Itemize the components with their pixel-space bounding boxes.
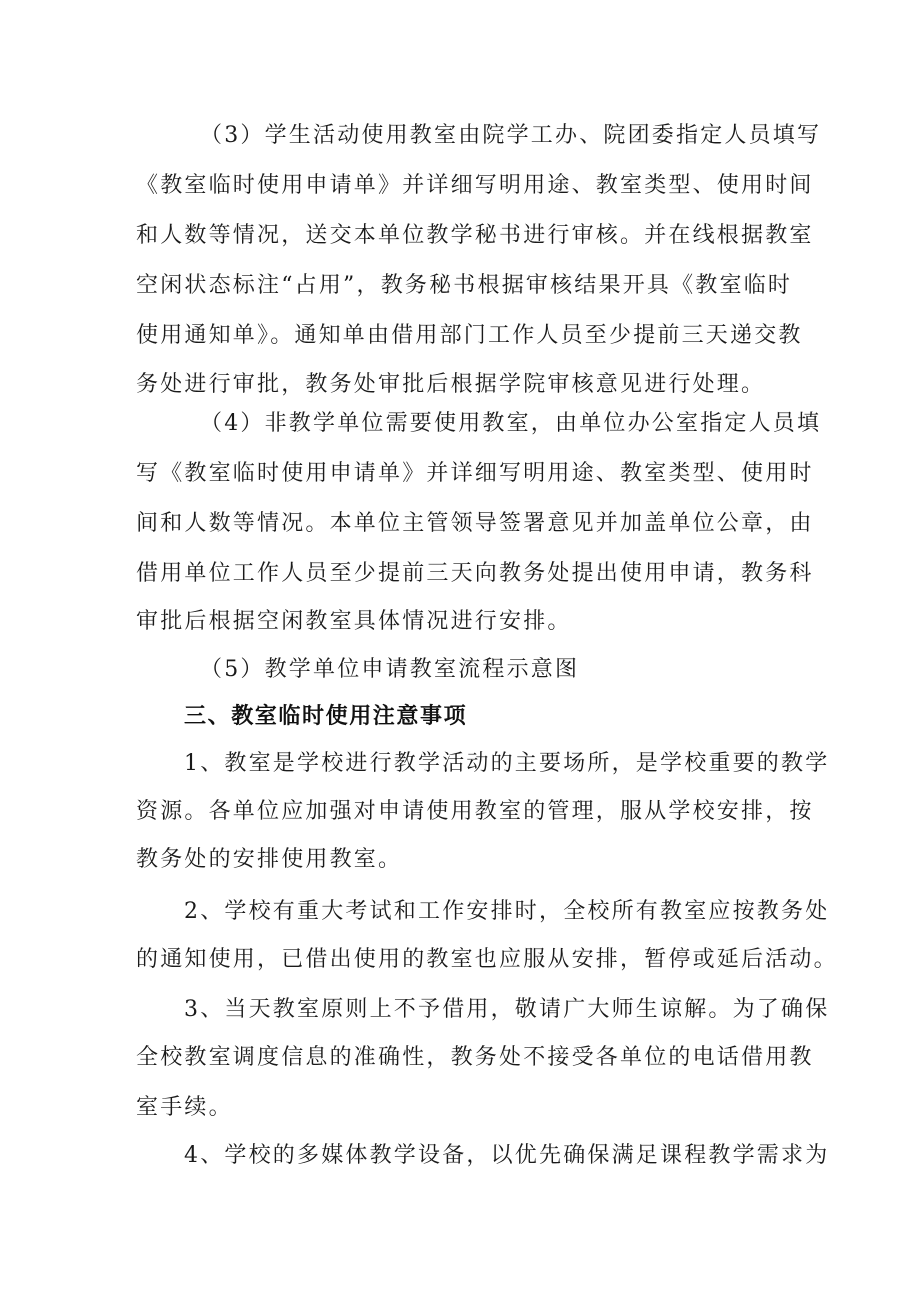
- item-3-line-3: 室手续。: [136, 1095, 233, 1120]
- item-2-line-1: 2、学校有重大考试和工作安排时，全校所有教室应按教务处: [184, 899, 830, 924]
- item-2-line-2: 的通知使用，已借出使用的教室也应服从安排，暂停或延后活动。: [136, 947, 838, 972]
- item-4-line-1: 4、学校的多媒体教学设备，以优先确保满足课程教学需求为: [184, 1143, 830, 1168]
- paragraph-4-line-3: 间和人数等情况。本单位主管领导签署意见并加盖单位公章，由: [136, 511, 814, 536]
- item-3-line-1: 3、当天教室原则上不予借用，敬请广大师生谅解。为了确保: [184, 997, 830, 1022]
- item-3-line-2: 全校教室调度信息的准确性，教务处不接受各单位的电话借用教: [136, 1045, 814, 1070]
- paragraph-3-line-2: 《教室临时使用申请单》并详细写明用途、教室类型、使用时间: [136, 173, 814, 198]
- paragraph-4-line-4: 借用单位工作人员至少提前三天向教务处提出使用申请，教务科: [136, 561, 814, 586]
- paragraph-3-line-6: 务处进行审批，教务处审批后根据学院审核意见进行处理。: [136, 372, 766, 397]
- paragraph-3-line-3: 和人数等情况，送交本单位教学秘书进行审核。并在线根据教室: [136, 223, 814, 248]
- section-heading: 三、教室临时使用注意事项: [184, 704, 468, 729]
- paragraph-3-line-5: 使用通知单》。通知单由借用部门工作人员至少提前三天递交教: [136, 323, 803, 348]
- item-1-line-1: 1、教室是学校进行教学活动的主要场所，是学校重要的教学: [184, 751, 830, 776]
- item-1-line-2: 资源。各单位应加强对申请使用教室的管理，服从学校安排，按: [136, 799, 814, 824]
- paragraph-4-line-5: 审批后根据空闲教室具体情况进行安排。: [136, 609, 572, 634]
- paragraph-4-line-2: 写《教室临时使用申请单》并详细写明用途、教室类型、使用时: [136, 461, 814, 486]
- paragraph-3-line-1: （3）学生活动使用教室由院学工办、院团委指定人员填写: [200, 123, 822, 148]
- paragraph-4-line-1: （4）非教学单位需要使用教室，由单位办公室指定人员填: [200, 411, 822, 436]
- paragraph-5-line-1: （5）教学单位申请教室流程示意图: [200, 657, 580, 682]
- item-1-line-3: 教务处的安排使用教室。: [136, 847, 403, 872]
- paragraph-3-line-4: 空闲状态标注“占用”，教务秘书根据审核结果开具《教室临时: [136, 273, 793, 298]
